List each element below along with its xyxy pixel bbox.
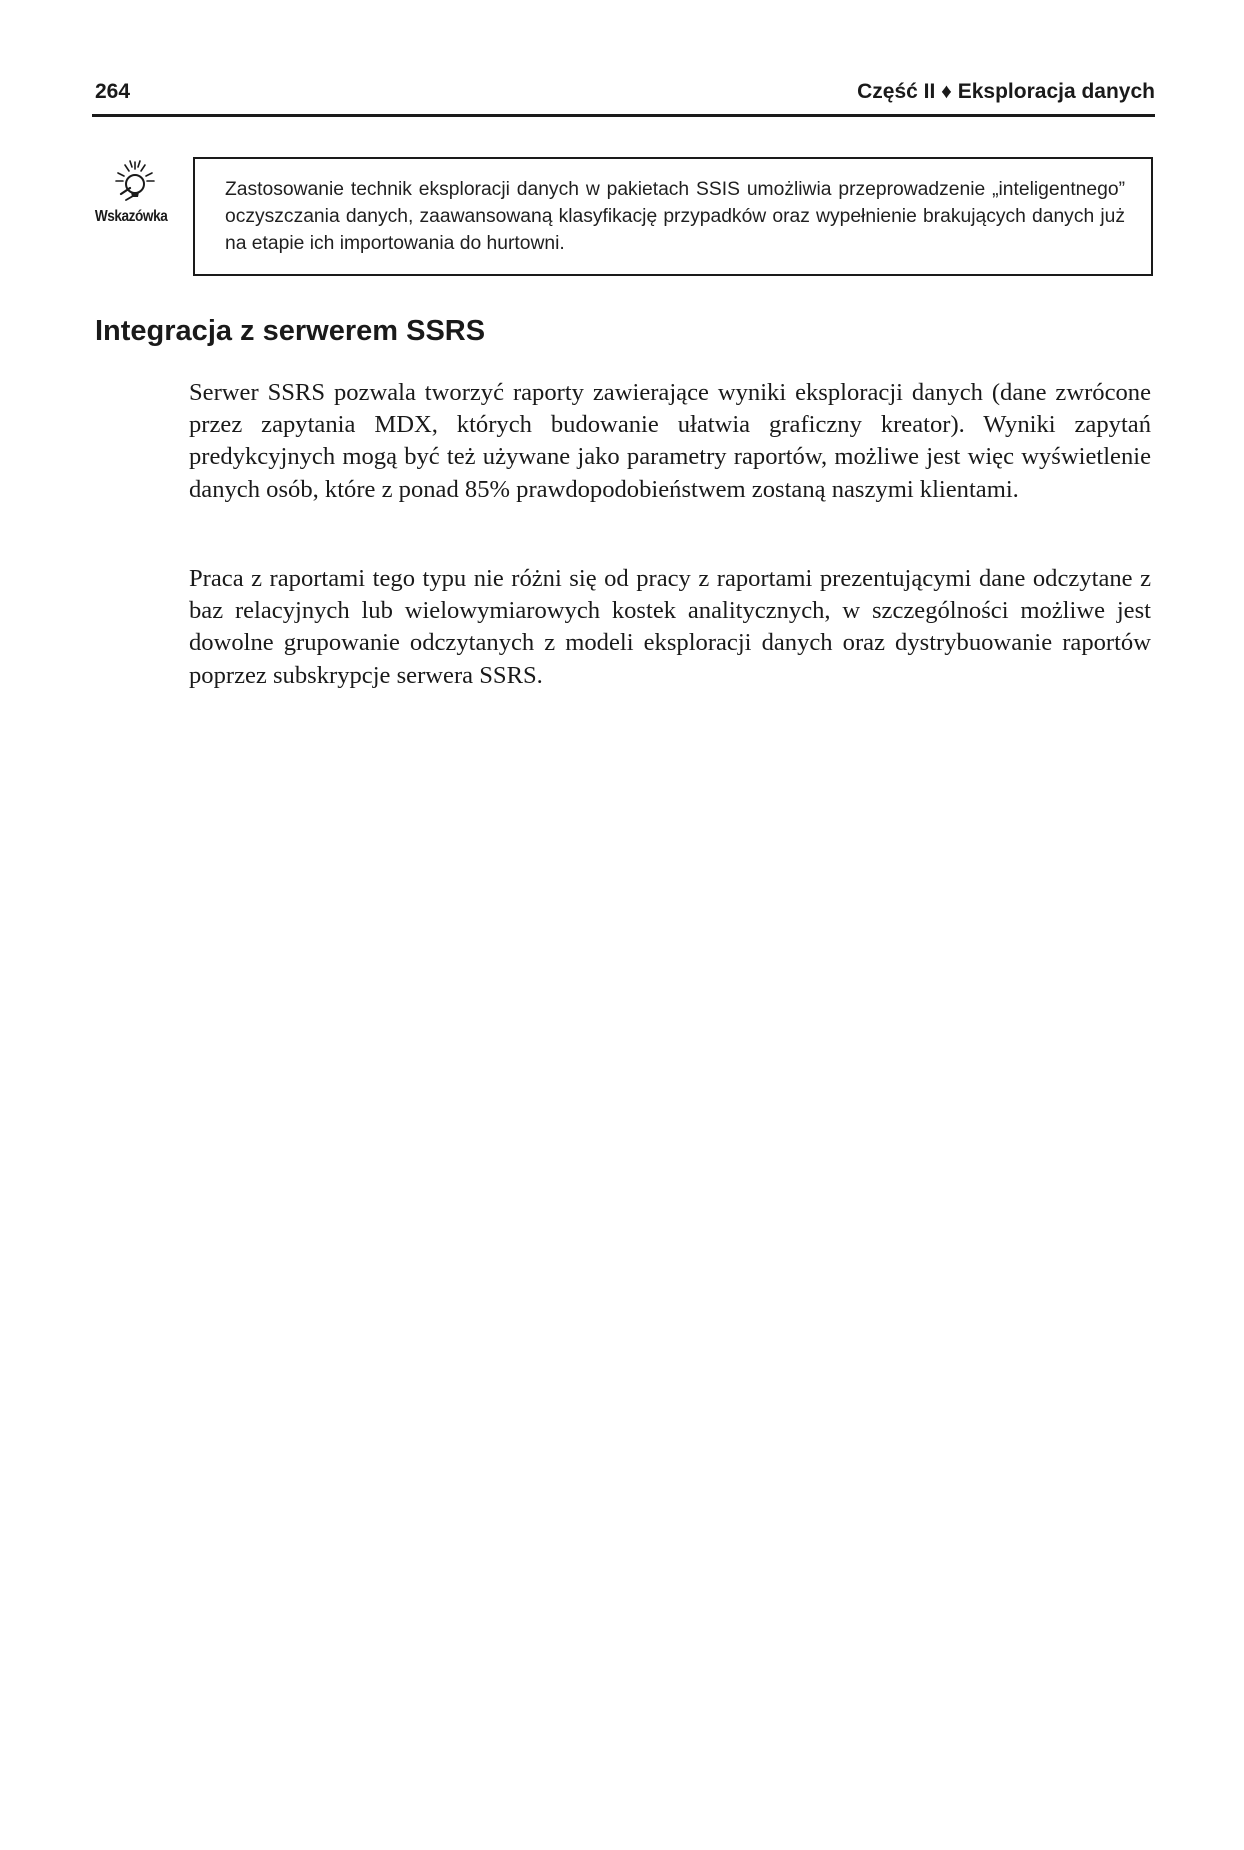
tip-marker xyxy=(92,158,184,228)
lightbulb-sparkle-icon xyxy=(110,158,160,206)
tip-label: Wskazówka xyxy=(94,208,168,225)
tip-text: Zastosowanie technik eksploracji danych w pakietach SSIS umożliwia przeprowadzenie „inteligentnego” oczyszczania danych, zaawansowaną klasyfikację przypadków oraz wypełnienie brakujących danych już na etapie ich importowania do hurtowni. xyxy=(225,179,1125,254)
body-paragraph: Serwer SSRS pozwala tworzyć raporty zawierające wyniki eksploracji danych (dane zwrócone przez zapytania MDX, których budowanie ułatwia graficzny kreator). Wyniki zapytań predykcyjnych mogą być też używane jako parametry raportów, możliwe jest więc wyświetlenie danych osób, które z ponad 85% prawdopodobieństwem zostaną naszymi klientami. xyxy=(189,379,1151,503)
page-header xyxy=(92,78,1155,117)
section-heading: Integracja z serwerem SSRS xyxy=(95,315,486,347)
tip-box xyxy=(193,157,1153,276)
running-head: Część II ♦ Eksploracja danych xyxy=(857,80,1155,103)
page-number: 264 xyxy=(95,80,131,103)
body-paragraph: Praca z raportami tego typu nie różni się od pracy z raportami prezentującymi dane odczytane z baz relacyjnych lub wielowymiarowych kostek analitycznych, w szczególności możliwe jest dowolne grupowanie odczytanych z modeli eksploracji danych oraz dystrybuowanie raportów poprzez subskrypcje serwera SSRS. xyxy=(189,565,1151,689)
